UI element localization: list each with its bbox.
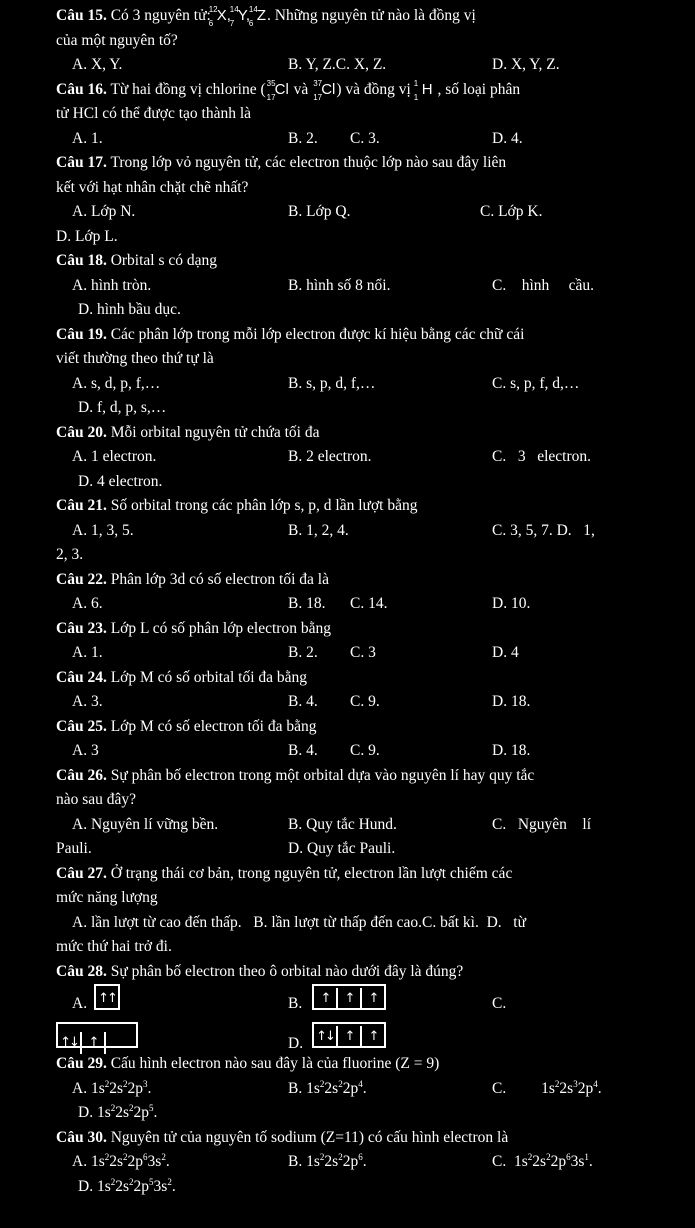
q16-options: A. 1. B. 2. C. 3. D. 4. (72, 129, 523, 147)
question-30: Câu 30. Nguyên tử của nguyên tố sodium (Z=11) có cấu hình electron là (56, 1128, 509, 1146)
orbital-box-c: ↑↓ ↑ (56, 1022, 138, 1048)
question-22: Câu 22. Phân lớp 3d có số electron tối đa là (56, 570, 329, 588)
q15-options: A. X, Y. B. Y, Z.C. X, Z. D. X, Y, Z. (72, 56, 560, 73)
question-25: Câu 25. Lớp M có số electron tối đa bằng (56, 717, 317, 735)
orbital-box-d: ↑↓ ↑ ↑ (312, 1022, 386, 1048)
question-23: Câu 23. Lớp L có số phân lớp electron bằng (56, 619, 331, 637)
isotope-z: 14 6 Z (248, 5, 267, 28)
question-18: Câu 18. Orbital s có dạng (56, 252, 218, 269)
exam-page: Câu 15. Có 3 nguyên tử: 12 6 X, 14 7 Y, 14 6 Z. Những nguyên tử nào là đồng vị của một nguyên tố? A. X, Y. B. Y, Z.C. X, Z. D. X, Y, Z. Câu 16. Từ hai đồng vị chlorine ( 35 17 Cl và 37 17 Cl) và đồng vị 1 1 H , số loại phân tử HCl có thể được tạo thành là A. 1. B. 2. C. 3. D. 4. Câu 17. Trong lớp vỏ nguyên tử, các electron thuộc lớp nào sau đây liên kết với hạt nhân chặt chẽ nhất? A. Lớp N. B. Lớp Q. C. Lớp K. D. Lớp L. Câu 18. Orbital s có dạng A. hình tròn. B. hình số 8 nổi. C. hình cầu. D. hình bầu dục. Câu 19. Các phân lớp trong mỗi lớp electron được kí hiệu bằng các chữ cái viết thường theo thứ tự là A. s, d, p, f,… B. s, p, d, f,… C. s, p, f, d,… D. f, d, p, s,… Câu 20. Mỗi orbital nguyên tử chứa tối đa A. 1 electron. B. 2 electron. C. 3 electron. D. 4 electron. Câu 21. Số orbital trong các phân lớp s, p, d lần lượt bằng A. 1, 3, 5. B. 1, 2, 4. C. 3, 5, 7. D. 1, 2, 3. Câu 22. Phân lớp 3d có số electron tối đa là A. 6. B. 18. C. 14. D. 10. Câu 23. Lớp L có số phân lớp electron bằng A. 1. B. 2. C. 3 D. 4 Câu 24. Lớp M có số orbital tối đa bằng A. 3. B. 4. C. 9. D. 18. Câu 25. Lớp M có số electron tối đa bằng A. 3 B. 4. C. 9. D. 18. Câu 26. Sự phân bố electron trong một orbital dựa vào nguyên lí hay quy tắc nào sau đây? A. Nguyên lí vững bền. B. Quy tắc Hund. C. Nguyên lí Pauli. D. Quy tắc Pauli. Câu 27. Ở trạng thái cơ bản, trong nguyên tử, electron lần lượt chiếm các mức năng lượng A. lần lượt từ cao đến thấp. B. lần lượt từ thấp đến cao.C. bất kì. D. từ mức thứ hai trở đi. Câu 28. Sự phân bố electron theo ô orbital nào dưới đây là đúng? A. ↑↑ B. ↑ ↑ ↑ C. ↑↓ ↑ D. ↑↓ ↑ ↑ Câu 29. Cấu hình electron nào sau đây là của fluorine (Z = 9) A. $1s^22s^22p^3$. B. $1s^22s^22p^4$. C. $1s^22s^32p^4$. D. $1s^22s^22p^5$. Câu 30. Nguyên tử của nguyên tố sodium (Z=11) có cấu hình electron là A. $1s^22s^22p^63s^2$. B. $1s^22s^22p^6$. C. $1s^22s^22p^63s^1$. D. $1s^22s^22p^53s^2$. (0, 0, 695, 1228)
question-29: Câu 29. Cấu hình electron nào sau đây là của fluorine (Z = 9) (56, 1055, 440, 1072)
question-16: Câu 16. Từ hai đồng vị chlorine ( 35 17 Cl và 37 17 Cl) và đồng vị 1 1 H , số loại phân (56, 78, 521, 102)
orbital-box-b: ↑ ↑ ↑ (312, 984, 386, 1010)
question-17: Câu 17. Trong lớp vỏ nguyên tử, các electron thuộc lớp nào sau đây liên (56, 154, 507, 171)
orbital-box-a: ↑↑ (94, 984, 120, 1010)
question-19: Câu 19. Các phân lớp trong mỗi lớp electron được kí hiệu bằng các chữ cái (56, 325, 525, 343)
question-21: Câu 21. Số orbital trong các phân lớp s, p, d lần lượt bằng (56, 497, 418, 514)
question-28: Câu 28. Sự phân bố electron theo ô orbital nào dưới đây là đúng? (56, 962, 464, 980)
isotope-y: 14 7 Y, (229, 5, 250, 28)
question-20: Câu 20. Mỗi orbital nguyên tử chứa tối đa (56, 423, 320, 441)
question-27: Câu 27. Ở trạng thái cơ bản, trong nguyên tử, electron lần lượt chiếm các (56, 864, 513, 882)
isotope-x: 12 6 X, (208, 5, 231, 28)
question-24: Câu 24. Lớp M có số orbital tối đa bằng (56, 668, 308, 686)
question-15: Câu 15. Có 3 nguyên tử: 12 6 X, 14 7 Y, 14 6 Z. Những nguyên tử nào là đồng vị (56, 5, 476, 28)
question-26: Câu 26. Sự phân bố electron trong một orbital dựa vào nguyên lí hay quy tắc (56, 766, 535, 784)
